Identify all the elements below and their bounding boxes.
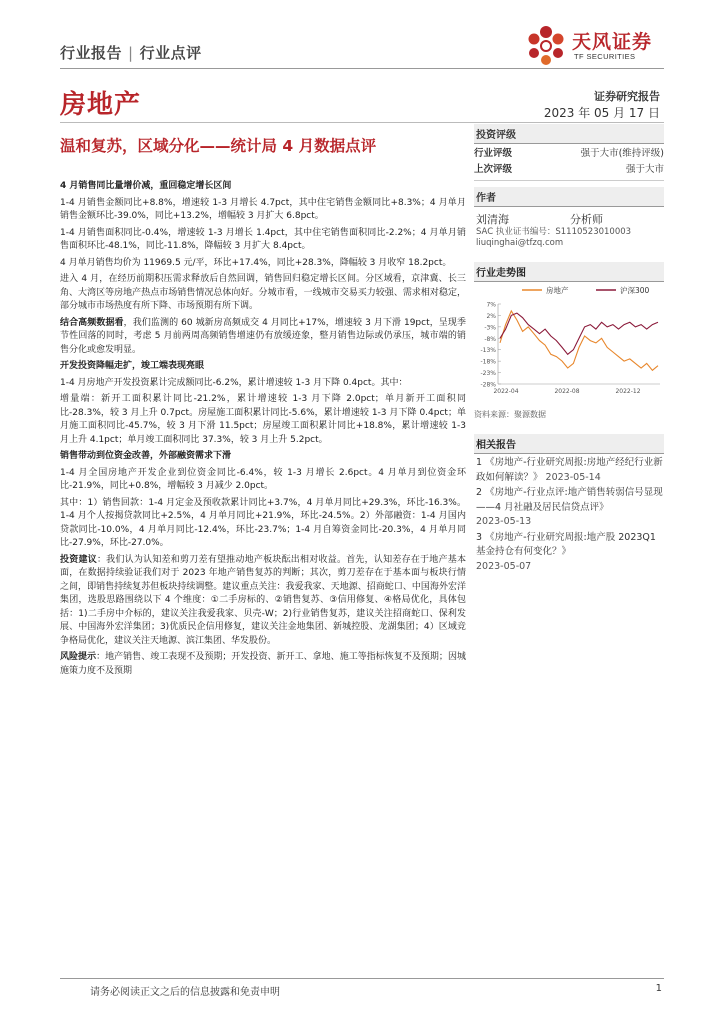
report-subtitle: 温和复苏，区域分化——统计局 4 月数据点评 bbox=[60, 137, 377, 155]
investment-advice-lead: 投资建议 bbox=[60, 554, 97, 565]
related-title: 《房地产-行业研究周报:地产股 2023Q1 基金持仓有何变化？》 bbox=[476, 531, 656, 557]
related-list bbox=[474, 456, 664, 574]
related-num: 2 bbox=[476, 487, 483, 498]
paragraph-funding-detail: 其中：1）销售回款：1-4 月定金及预收款累计同比+3.7%，4 月单月同比+29.3%，环比-16.3%。1-4 月个人按揭贷款同比+2.5%，4 月单月同比+21.9%，环比-24.5%。2）外部融资：1-4 月国内贷款同比-10.0%，4 月单月同比-12.4%，环比-23.7%；1-4 月自筹资金同比-20.3%，4 月单月同比-27.9%，环比-27.0%。 bbox=[60, 497, 466, 548]
company-logo bbox=[522, 22, 672, 70]
legend-label: 沪深300 bbox=[620, 286, 650, 295]
chart-source: 资料来源：聚源数据 bbox=[474, 410, 546, 419]
author-heading: 作者 bbox=[474, 187, 664, 207]
main-body bbox=[60, 180, 466, 681]
y-tick-label: 2% bbox=[486, 312, 496, 320]
rating-row-previous bbox=[474, 162, 664, 178]
paragraph-sales-price: 4 月单月销售均价为 11969.5 元/平，环比+17.4%，同比+28.3%，降幅较 3 月收窄 18.2pct。 bbox=[60, 257, 452, 268]
high-frequency-lead: 结合高频数据看 bbox=[60, 317, 124, 328]
y-tick-label: -3% bbox=[484, 324, 496, 332]
rating-value: 强于大市(维持评级) bbox=[580, 148, 664, 159]
x-tick-label: 2022-08 bbox=[554, 388, 580, 395]
logo-name-cn: 天风证券 bbox=[572, 32, 653, 53]
y-tick-label: -18% bbox=[480, 358, 496, 366]
related-item[interactable] bbox=[476, 456, 664, 485]
risk-text: ：地产销售、竣工表现不及预期；开发投资、新开工、拿地、施工等指标恢复不及预期；因城施策力度不及预期 bbox=[60, 652, 466, 676]
related-title: 《房地产-行业点评:地产销售转弱信号显现——4 月社融及居民信贷点评》 bbox=[476, 487, 663, 513]
author-sac: SAC 执业证书编号：S1110523010003 bbox=[476, 227, 632, 237]
title-divider bbox=[60, 122, 664, 123]
rating-row-current bbox=[474, 146, 664, 162]
category-industry-report: 行业报告 bbox=[60, 44, 123, 62]
paragraph-high-frequency bbox=[60, 317, 466, 358]
rating-label: 行业评级 bbox=[474, 148, 513, 159]
section-heading-investment: 开发投资降幅走扩，竣工端表现亮眼 bbox=[60, 361, 205, 371]
related-date: 2023-05-14 bbox=[545, 471, 601, 483]
x-tick-label: 2022-12 bbox=[615, 388, 641, 395]
footer-divider bbox=[60, 978, 664, 979]
report-date: 2023 年 05 月 17 日 bbox=[543, 106, 660, 120]
category-industry-comment: 行业点评 bbox=[139, 44, 202, 62]
industry-trend-chart bbox=[474, 262, 664, 402]
y-tick-label: -13% bbox=[480, 347, 496, 355]
paragraph-investment-advice bbox=[60, 554, 466, 649]
footer-disclaimer: 请务必阅读正文之后的信息披露和免责申明 bbox=[90, 987, 280, 998]
page-number: 1 bbox=[655, 983, 662, 994]
legend-label: 房地产 bbox=[546, 286, 569, 295]
related-num: 3 bbox=[476, 531, 483, 543]
x-tick-label: 2022-04 bbox=[493, 388, 519, 395]
section-heading-sales: 4 月销售同比量增价减，重回稳定增长区间 bbox=[60, 181, 232, 191]
paragraph-sales-regional: 进入 4 月，在经历前期积压需求释放后自然回调，销售回归稳定增长区间。分区域看，京津冀、长三角、大湾区等房地产热点市场销售情况总体向好。分城市看，一线城市交易买力较强、需求相对稳定，部分城市市场热度有所下降、市场预期有所下调。 bbox=[60, 274, 466, 311]
author-role: 分析师 bbox=[570, 213, 603, 226]
sidebar bbox=[474, 124, 664, 249]
category-separator: | bbox=[128, 44, 134, 62]
paragraph-construction: 增量端：新开工面积累计同比-21.2%，累计增速较 1-3 月下降 2.0pct；单月新开工面积同比-28.3%，较 3 月上升 0.7pct。房屋施工面积累计同比-5.6%，累计增速较 1-3 月下降 0.4pct；单月施工面积同比-45.7%，较 3 月下滑 11.5pct；房屋竣工面积累计同比+18.8%，累计增速较 1-3 月上升 4.1pct；单月竣工面积同比 37.3%，较 3 月上升 5.2pct。 bbox=[60, 394, 466, 445]
related-reports bbox=[474, 434, 664, 575]
trend-chart-svg bbox=[474, 282, 664, 400]
y-tick-label: -23% bbox=[480, 370, 496, 378]
logo-flower-icon bbox=[522, 22, 570, 70]
author-email[interactable]: liuqinghai@tfzq.com bbox=[476, 238, 564, 248]
y-tick-label: -8% bbox=[484, 335, 496, 343]
high-frequency-text: ，我们监测的 60 城新房高频成交 4 月同比+17%，增速较 3 月下滑 19pct，呈现季节性回落的同时，考虑 5 月前两周高频销售增速仍有放缓迹象，整月销售边际或仍承压，城市端的销售分化或愈发明显。 bbox=[60, 317, 466, 355]
header-divider bbox=[60, 68, 664, 69]
paragraph-sales-area: 1-4 月销售面积同比-0.4%，增速较 1-3 月增长 1.4pct，其中住宅销售面积同比-2.2%；4 月单月销售面积环比-48.1%，同比-11.8%，降幅较 3 月扩大 8.4pct。 bbox=[60, 227, 466, 251]
sector-title: 房地产 bbox=[60, 90, 142, 120]
paragraph-investment: 1-4 月房地产开发投资累计完成额同比-6.2%，累计增速较 1-3 月下降 0.4pct。其中： bbox=[60, 377, 408, 388]
paragraph-risk bbox=[60, 651, 466, 678]
risk-lead: 风险提示 bbox=[60, 652, 97, 662]
report-category bbox=[60, 42, 202, 63]
author-name: 刘清海 bbox=[476, 213, 509, 226]
report-type: 证券研究报告 bbox=[594, 90, 660, 103]
rating-heading: 投资评级 bbox=[474, 124, 664, 144]
y-tick-label: -28% bbox=[480, 381, 496, 389]
y-tick-label: 7% bbox=[486, 301, 496, 309]
related-date: 2023-05-07 bbox=[476, 560, 532, 572]
sidebar-divider bbox=[474, 180, 664, 181]
related-heading: 相关报告 bbox=[474, 434, 664, 454]
related-date: 2023-05-13 bbox=[476, 516, 532, 527]
related-item[interactable] bbox=[476, 486, 664, 530]
investment-advice-text: ：我们认为认知差和剪刀差有望推动地产板块酝出相对收益。首先，认知差存在于地产基本面，在数据持续验证我们对于 2023 年地产销售复苏的判断；其次，剪刀差存在于基本面与板块行情之间，即销售持续复苏但板块持续调整。建议重点关注：我爱我家、天地源、招商蛇口、中国海外宏洋集团，选股思路围绕以下 4 个维度：①二手房标的、②销售复苏、③信用修复、④格局优化，具体包括：1)二手房中介标的，建议关注我爱我家、贝壳-W；2)行业销售复苏，建议关注招商蛇口、保利发展、中国海外宏洋集团；3)优质民企信用修复，建议关注金地集团、新城控股、龙湖集团；4）区域竞争格局优化，建议关注天地源、滨江集团、华发股份。 bbox=[60, 554, 466, 646]
logo-name-en: TF SECURITIES bbox=[574, 52, 636, 61]
section-heading-funding: 销售带动到位资金改善，外部融资需求下滑 bbox=[60, 451, 232, 461]
paragraph-funding: 1-4 月全国房地产开发企业到位资金同比-6.4%，较 1-3 月增长 2.6pct。4 月单月到位资金环比-21.9%，同比+0.8%，增幅较 3 月减少 2.0pct。 bbox=[60, 467, 466, 491]
related-title: 《房地产-行业研究周报:房地产经纪行业新政如何解读？》 bbox=[476, 457, 663, 483]
trend-heading: 行业走势图 bbox=[474, 262, 664, 282]
author-name-row bbox=[474, 211, 664, 227]
paragraph-sales-amount: 1-4 月销售金额同比+8.8%，增速较 1-3 月增长 4.7pct，其中住宅销售金额同比+8.3%；4 月单月销售金额环比-39.0%，同比+13.2%，增幅较 3 月扩大 6.8pct。 bbox=[60, 197, 466, 221]
related-num: 1 bbox=[476, 457, 483, 468]
rating-value: 强于大市 bbox=[625, 164, 664, 175]
related-item[interactable] bbox=[476, 531, 664, 575]
rating-label: 上次评级 bbox=[474, 164, 513, 175]
